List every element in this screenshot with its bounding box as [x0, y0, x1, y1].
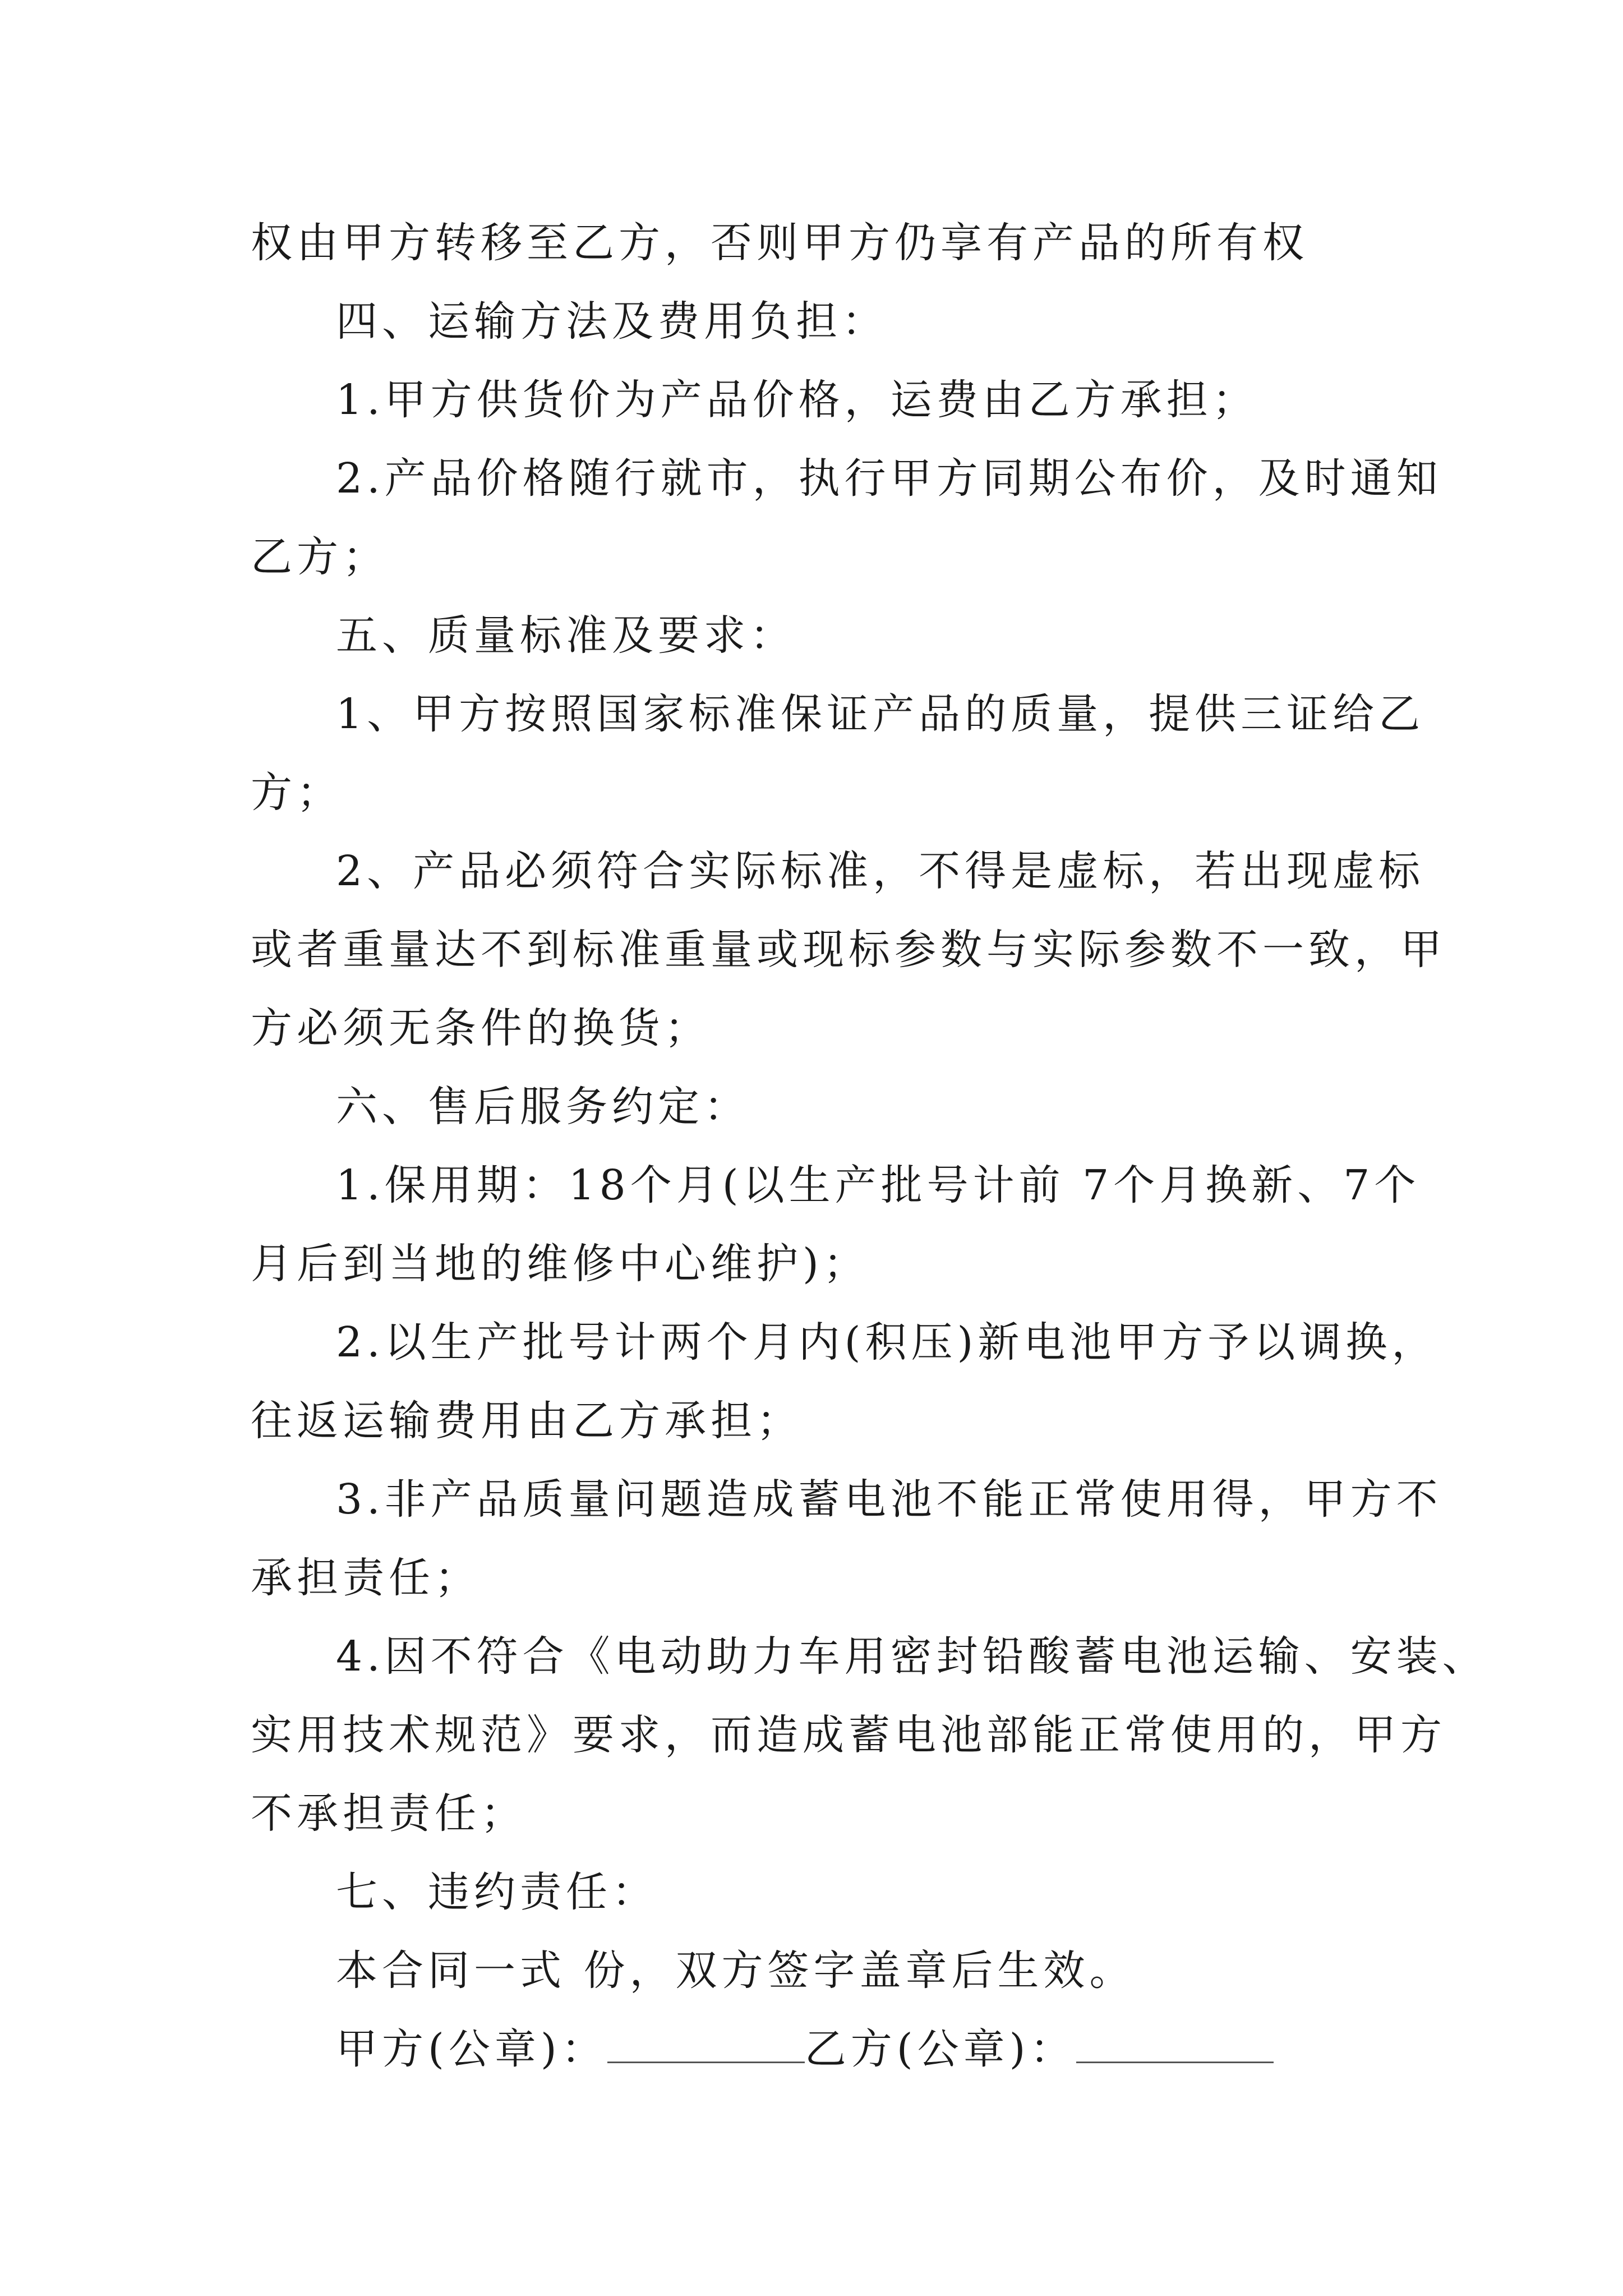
section-heading: 七、违约责任： [336, 1868, 658, 1916]
section-heading: 五、质量标准及要求： [336, 611, 796, 660]
signature-line [336, 2021, 1274, 2077]
party-a-label: 甲方(公章)： [336, 2025, 607, 2073]
section-heading: 六、售后服务约定： [336, 1083, 750, 1131]
text-line: 2.以生产批号计两个月内(积压)新电池甲方予以调换， [336, 1318, 1438, 1366]
text-line: 1.保用期：18个月(以生产批号计前 7个月换新、7个 [336, 1161, 1421, 1209]
text-line: 4.因不符合《电动助力车用密封铅酸蓄电池运输、安装、 [336, 1632, 1488, 1681]
text-line: 1.甲方供货价为产品价格，运费由乙方承担； [336, 376, 1258, 424]
text-line: 1、甲方按照国家标准保证产品的质量，提供三证给乙 [336, 690, 1425, 738]
text-line: 乙方； [251, 533, 389, 581]
party-b-signature-blank [1076, 2028, 1274, 2063]
party-b-label: 乙方(公章)： [804, 2025, 1076, 2073]
text-line: 权由甲方转移至乙方，否则甲方仍享有产品的所有权 [251, 219, 1308, 267]
text-line: 3.非产品质量问题造成蓄电池不能正常使用得，甲方不 [336, 1475, 1442, 1524]
text-line: 方必须无条件的换货； [251, 1004, 711, 1052]
text-line: 实用技术规范》要求，而造成蓄电池部能正常使用的，甲方 [251, 1711, 1446, 1759]
text-line: 本合同一式 份，双方签字盖章后生效。 [336, 1947, 1136, 1995]
text-line: 2.产品价格随行就市，执行甲方同期公布价，及时通知 [336, 454, 1442, 503]
text-line: 往返运输费用由乙方承担； [251, 1397, 803, 1445]
text-line: 承担责任； [251, 1554, 481, 1602]
section-heading: 四、运输方法及费用负担： [336, 297, 888, 346]
text-line: 月后到当地的维修中心维护)； [251, 1240, 869, 1288]
text-line: 2、产品必须符合实际标准，不得是虚标，若出现虚标 [336, 847, 1425, 895]
text-line: 或者重量达不到标准重量或现标参数与实际参数不一致，甲 [251, 926, 1446, 974]
text-line: 不承担责任； [251, 1789, 527, 1838]
text-line: 方； [251, 769, 343, 817]
party-a-signature-blank [607, 2028, 805, 2063]
